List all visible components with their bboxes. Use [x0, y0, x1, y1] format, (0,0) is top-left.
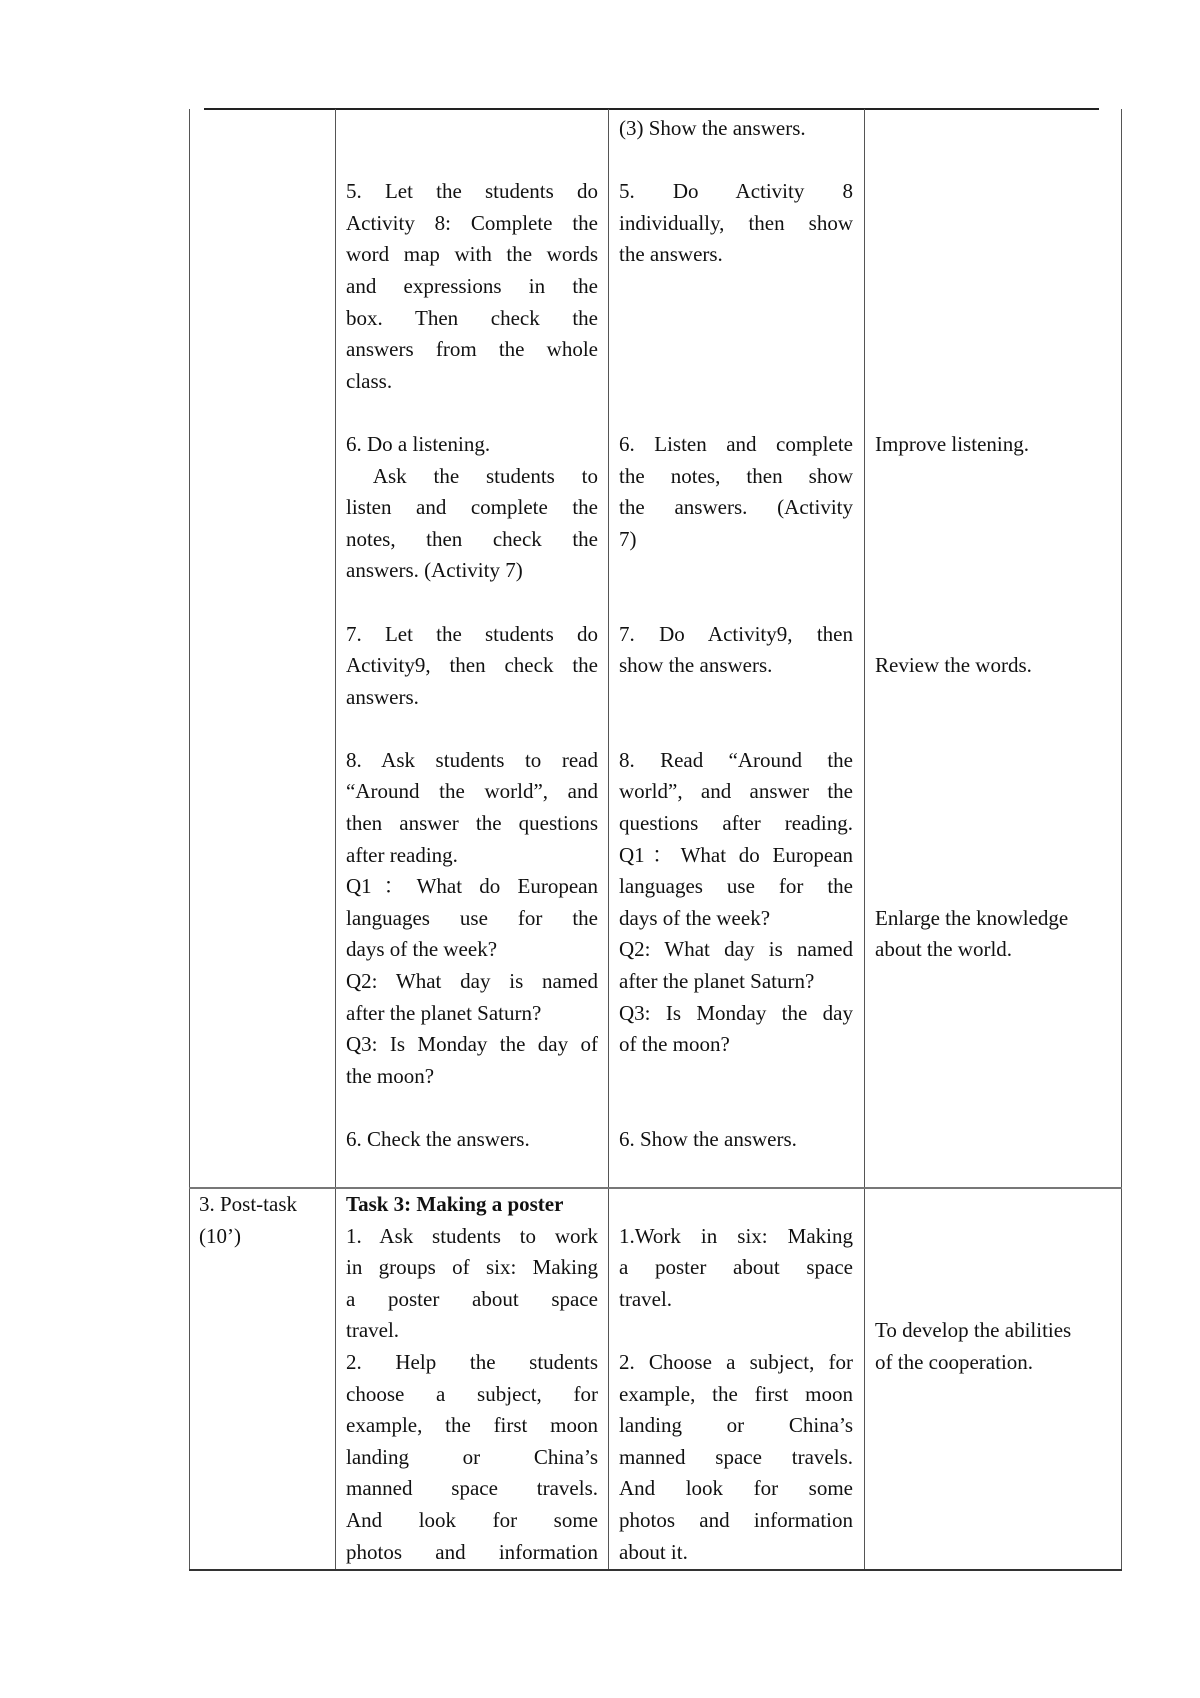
blank-line — [619, 1189, 853, 1221]
blank-line — [875, 176, 1115, 208]
blank-line — [875, 587, 1115, 619]
blank-line — [346, 713, 598, 745]
text-line: 6. Show the answers. — [619, 1127, 797, 1151]
blank-line — [875, 682, 1115, 714]
blank-line — [875, 113, 1115, 145]
blank-line — [875, 1189, 1115, 1221]
text-line: travel. — [346, 1318, 400, 1343]
table-border-left — [189, 109, 190, 1571]
blank-line — [875, 208, 1115, 240]
text-line: photos and information — [346, 1539, 598, 1564]
text-line: about it. — [619, 1539, 688, 1564]
text-line: landing or China’s — [619, 1413, 853, 1438]
text-line: questions after reading. — [619, 811, 853, 836]
text-line: example, the first moon — [346, 1413, 598, 1438]
blank-line — [875, 366, 1115, 398]
page-top-rule — [204, 108, 1099, 110]
text-line: the answers. (Activity — [619, 495, 853, 520]
text-line: “Around the world”, and — [346, 779, 598, 804]
text-line: manned space travels. — [619, 1444, 853, 1469]
blank-line — [619, 1092, 853, 1124]
text-line: 7. Let the students do — [346, 621, 598, 646]
blank-line — [619, 397, 853, 429]
row1-purpose-cell — [875, 113, 1115, 966]
column-divider — [335, 109, 336, 1571]
blank-line — [875, 1221, 1115, 1253]
row2-student-activity-cell — [619, 1189, 853, 1568]
text-line: after the planet Saturn? — [346, 1000, 542, 1025]
text-line: show the answers. — [619, 653, 773, 678]
blank-line — [346, 1092, 598, 1124]
text-line: 7. Do Activity9, then — [619, 621, 853, 646]
text-line: world”, and answer the — [619, 779, 853, 804]
text-line: Activity9, then check the — [346, 653, 598, 678]
text-line: travel. — [619, 1286, 673, 1311]
text-line: Q1：What do European — [346, 874, 598, 899]
text-line: Q1：What do European — [619, 842, 853, 867]
text-line: 1. Ask students to work — [346, 1223, 598, 1248]
text-line: the answers. — [619, 242, 723, 267]
text-line: landing or China’s — [346, 1444, 598, 1469]
blank-line — [875, 776, 1115, 808]
text-line: 7) — [619, 526, 637, 551]
table-border-bottom — [189, 1569, 1122, 1571]
row1-teacher-activity-cell — [346, 113, 598, 1156]
text-line: the notes, then show — [619, 463, 853, 488]
blank-line — [875, 1252, 1115, 1284]
blank-line — [875, 303, 1115, 335]
text-line: after reading. — [346, 842, 458, 867]
blank-line — [619, 303, 853, 335]
text-line: of the moon? — [619, 1032, 730, 1057]
text-line: days of the week? — [346, 937, 498, 962]
text-line: (10’) — [199, 1223, 241, 1248]
blank-line — [619, 366, 853, 398]
blank-line — [875, 713, 1115, 745]
text-line: 2. Choose a subject, for — [619, 1349, 853, 1374]
text-line: 3. Post-task — [199, 1192, 298, 1216]
blank-line — [619, 713, 853, 745]
blank-line — [875, 271, 1115, 303]
row2-teacher-activity-cell — [346, 1189, 598, 1568]
blank-line — [875, 1284, 1115, 1316]
text-line: Q3: Is Monday the day of — [346, 1032, 598, 1057]
blank-line — [875, 239, 1115, 271]
text-line: a poster about space — [346, 1286, 598, 1311]
text-line: Task 3: Making a poster — [346, 1192, 564, 1216]
blank-line — [619, 1315, 853, 1347]
blank-line — [619, 145, 853, 177]
text-line: 6. Check the answers. — [346, 1127, 530, 1151]
text-line: 1.Work in six: Making — [619, 1223, 853, 1248]
text-line: individually, then show — [619, 210, 853, 235]
text-line: Q2: What day is named — [619, 937, 853, 962]
text-line: answers from the whole — [346, 337, 598, 362]
text-line: of the cooperation. — [875, 1349, 1034, 1374]
blank-line — [346, 145, 598, 177]
table-border-right — [1121, 109, 1122, 1571]
text-line: Review the words. — [875, 653, 1032, 678]
column-divider — [608, 109, 609, 1571]
text-line: then answer the questions — [346, 811, 598, 836]
row2-stage-cell — [199, 1189, 325, 1252]
blank-line — [875, 745, 1115, 777]
text-line: To develop the abilities — [875, 1318, 1072, 1343]
text-line: And look for some — [346, 1507, 598, 1532]
text-line: listen and complete the — [346, 495, 598, 520]
text-line: 5. Do Activity 8 — [619, 179, 853, 204]
blank-line — [619, 271, 853, 303]
blank-line — [875, 619, 1115, 651]
text-line: Enlarge the knowledge — [875, 905, 1069, 930]
blank-line — [346, 113, 598, 145]
text-line: in groups of six: Making — [346, 1255, 598, 1280]
text-line: after the planet Saturn? — [619, 969, 815, 994]
text-line: answers. — [346, 684, 419, 709]
blank-line — [619, 587, 853, 619]
text-line: Ask the students to — [346, 463, 598, 488]
blank-line — [346, 587, 598, 619]
blank-line — [619, 555, 853, 587]
text-line: And look for some — [619, 1476, 853, 1501]
blank-line — [875, 334, 1115, 366]
row1-student-activity-cell — [619, 113, 853, 1156]
text-line: notes, then check the — [346, 526, 598, 551]
text-line: photos and information — [619, 1507, 853, 1532]
blank-line — [875, 840, 1115, 872]
text-line: days of the week? — [619, 905, 771, 930]
blank-line — [619, 682, 853, 714]
blank-line — [875, 492, 1115, 524]
text-line: the moon? — [346, 1063, 435, 1088]
text-line: (3) Show the answers. — [619, 116, 806, 140]
blank-line — [875, 461, 1115, 493]
text-line: class. — [346, 368, 393, 393]
text-line: 8. Ask students to read — [346, 747, 598, 772]
text-line: 8. Read “Around the — [619, 747, 853, 772]
text-line: choose a subject, for — [346, 1381, 598, 1406]
text-line: manned space travels. — [346, 1476, 598, 1501]
text-line: a poster about space — [619, 1255, 853, 1280]
blank-line — [875, 808, 1115, 840]
blank-line — [875, 524, 1115, 556]
blank-line — [619, 334, 853, 366]
text-line: Q2: What day is named — [346, 969, 598, 994]
text-line: Q3: Is Monday the day — [619, 1000, 853, 1025]
text-line: 6. Do a listening. — [346, 431, 491, 456]
text-line: and expressions in the — [346, 273, 598, 298]
text-line: Improve listening. — [875, 431, 1029, 456]
text-line: 6. Listen and complete — [619, 431, 853, 456]
text-line: 2. Help the students — [346, 1349, 598, 1374]
text-line: answers. (Activity 7) — [346, 558, 523, 583]
blank-line — [875, 871, 1115, 903]
blank-line — [346, 397, 598, 429]
row2-purpose-cell — [875, 1189, 1115, 1379]
blank-line — [875, 397, 1115, 429]
blank-line — [619, 1061, 853, 1093]
text-line: languages use for the — [346, 905, 598, 930]
text-line: Activity 8: Complete the — [346, 210, 598, 235]
blank-line — [875, 555, 1115, 587]
column-divider — [864, 109, 865, 1571]
text-line: languages use for the — [619, 874, 853, 899]
text-line: about the world. — [875, 937, 1013, 962]
text-line: 5. Let the students do — [346, 179, 598, 204]
text-line: word map with the words — [346, 242, 598, 267]
blank-line — [875, 145, 1115, 177]
text-line: example, the first moon — [619, 1381, 853, 1406]
text-line: box. Then check the — [346, 305, 598, 330]
